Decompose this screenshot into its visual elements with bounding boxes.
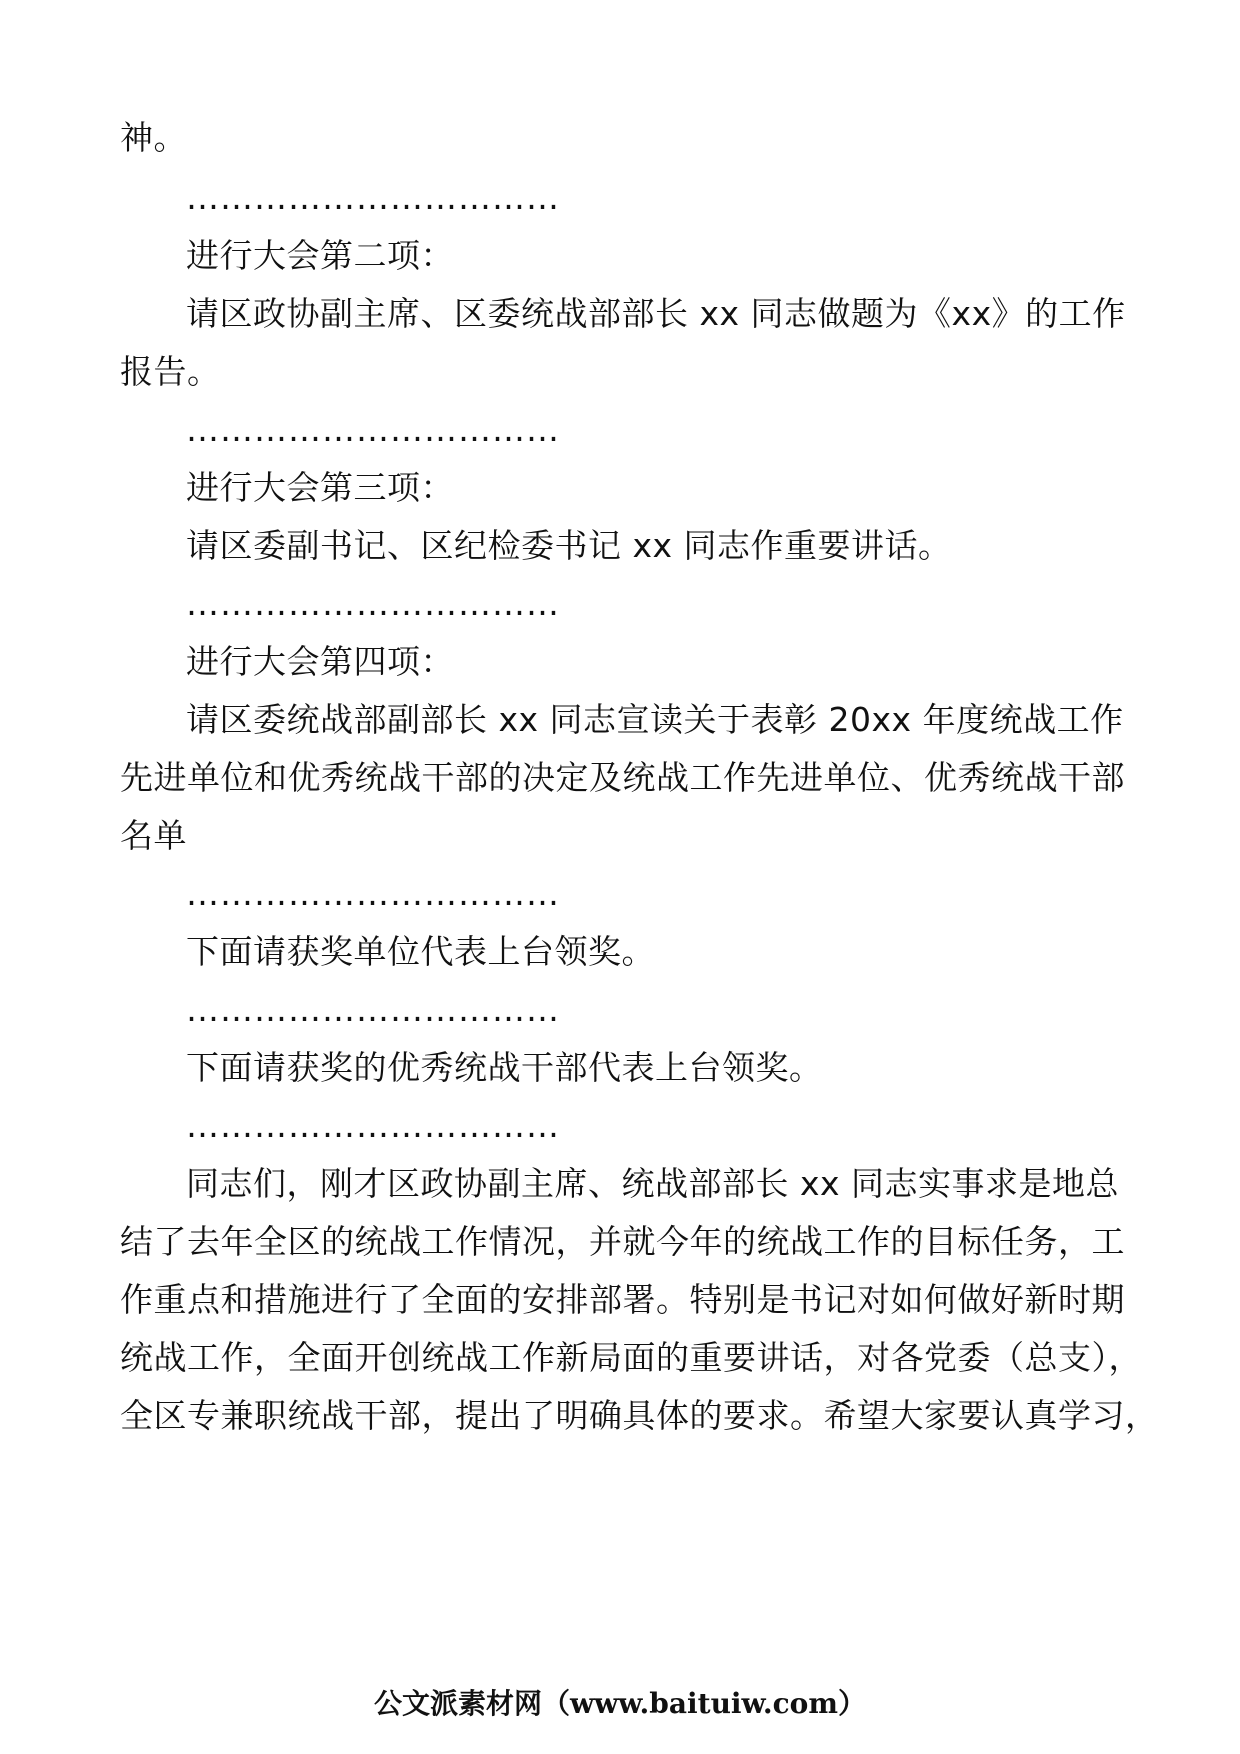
agenda-item-heading: 进行大会第二项： — [186, 236, 454, 275]
text-line: 请区委副书记、区纪检委书记 xx 同志作重要讲话。 — [186, 526, 952, 565]
ellipsis-separator: …………………………… — [186, 1106, 560, 1145]
agenda-item-heading: 进行大会第四项： — [186, 642, 454, 681]
agenda-item-heading: 进行大会第三项： — [186, 468, 454, 507]
text-line: 下面请获奖单位代表上台领奖。 — [186, 932, 655, 971]
ellipsis-separator: …………………………… — [186, 874, 560, 913]
text-line: 下面请获奖的优秀统战干部代表上台领奖。 — [186, 1048, 823, 1087]
ellipsis-separator: …………………………… — [186, 990, 560, 1029]
text-line: 作重点和措施进行了全面的安排部署。特别是书记对如何做好新时期 — [120, 1280, 1125, 1319]
text-line: 先进单位和优秀统战干部的决定及统战工作先进单位、优秀统战干部 — [120, 758, 1125, 797]
ellipsis-separator: …………………………… — [186, 178, 560, 217]
ellipsis-separator: …………………………… — [186, 584, 560, 623]
text-line: 同志们，刚才区政协副主席、统战部部长 xx 同志实事求是地总 — [186, 1164, 1120, 1203]
text-line: 全区专兼职统战干部，提出了明确具体的要求。希望大家要认真学习， — [120, 1396, 1159, 1435]
text-line: 请区政协副主席、区委统战部部长 xx 同志做题为《xx》的工作 — [186, 294, 1126, 333]
text-line: 神。 — [120, 118, 187, 157]
page-footer-watermark: 公文派素材网（www.baituiw.com） — [374, 1687, 866, 1720]
ellipsis-separator: …………………………… — [186, 410, 560, 449]
text-line: 结了去年全区的统战工作情况，并就今年的统战工作的目标任务，工 — [120, 1222, 1125, 1261]
text-line: 名单 — [120, 816, 187, 855]
text-line: 统战工作，全面开创统战工作新局面的重要讲话，对各党委（总支）， — [120, 1338, 1142, 1377]
text-line: 报告。 — [120, 352, 221, 391]
text-line: 请区委统战部副部长 xx 同志宣读关于表彰 20xx 年度统战工作 — [186, 700, 1124, 739]
